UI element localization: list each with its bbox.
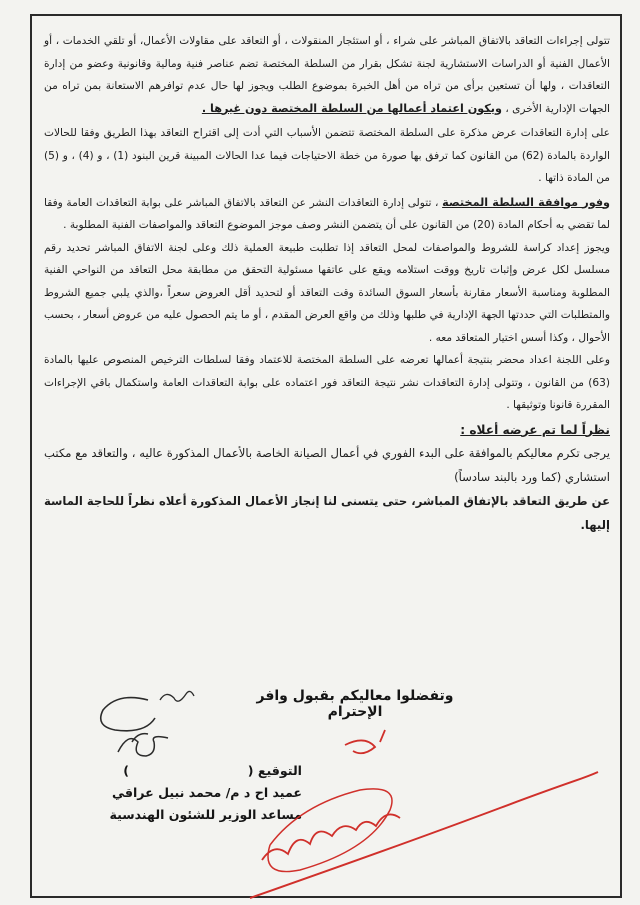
paragraph-memo: على إدارة التعاقدات عرض مذكرة على السلطة المختصة تتضمن الأسباب التي أدت إلى اقتراح التعاقد بهذا الطريق وفقا للحالات الواردة بالمادة (62) من القانون كما ترفق بها صورة من خطة الاحتياجات فيما عدا الحالات المبينة قرين البنود (1) ، و (4) ، و (5) من المادة ذاتها . (44, 127, 610, 184)
document-body (44, 30, 610, 537)
request-paragraph-method: عن طريق التعاقد بالإتفاق المباشر، حتى يتسنى لنا إنجاز الأعمال المذكورة أعلاه نظراً للحاجة الماسة إليها. (44, 493, 610, 532)
signature-open-paren: ( (247, 763, 254, 778)
signature-line (62, 760, 302, 782)
paragraph-publication-emphasis: وفور موافقة السلطة المختصة (442, 195, 610, 209)
signature-block (62, 760, 302, 826)
signatory-title: مساعد الوزير للشئون الهندسية (109, 807, 302, 822)
closing-salutation: وتفضلوا معاليكم بقبول وافر الإحترام (256, 688, 454, 720)
signatory-name: عميد اح د م/ محمد نبيل عراقي (111, 785, 302, 800)
paragraph-publication (44, 192, 610, 237)
signature-close-paren: ) (123, 763, 129, 778)
section-heading: نظراً لما تم عرضه أعلاه : (460, 422, 610, 437)
request-paragraph: يرجى تكرم معاليكم بالموافقة على البدء الفوري في أعمال الصيانة الخاصة بالأعمال المذكورة عاليه ، والتعاقد مع مكتب استشاري (كما ورد بالبند سادساً) (44, 445, 610, 484)
paragraph-publication-text: ، تتولى إدارة التعاقدات النشر عن التعاقد بالاتفاق المباشر على بوابة التعاقدات العامة وفقا لما تقضي به أحكام المادة (20) من القانون على أن يتضمن النشر وصف موجز الموضوع التعاقد والمواصفات الفنية المطلوبة . (44, 196, 610, 231)
paragraph-committee-emphasis: ويكون اعتماد أعمالها من السلطة المختصة دون غيرها . (201, 101, 502, 115)
paragraph-committee (44, 30, 610, 120)
paragraph-conditions: ويجوز إعداد كراسة للشروط والمواصفات لمحل التعاقد إذا تطلبت طبيعة العملية ذلك وعلى لجنة الاتفاق المباشر تحديد رقم مسلسل لكل عرض وإثبات تاريخ ووقت استلامه ويقع على عاتقها مسئولية التحقق من مطابقة محل التعاقد من النواحي الفنية المطلوبة ومناسبة الأسعار مقارنة بأسعار السوق السائدة وقت التعاقد أو لتحديد أقل العروض سعراً ،والذي يلبي جميع الشروط والمتطلبات التي حددتها الجهة الإدارية في طلبها وذلك من واقع العرض المقدم ، أو ما يتم الحصول عليه من عروض أسعار ، بحسب الأحوال ، وكذا أسس اختيار المتعاقد معه . (44, 241, 610, 344)
signature-label: التوقيع (257, 763, 302, 778)
paragraph-minutes: وعلى اللجنة اعداد محضر بنتيجة أعمالها تعرضه على السلطة المختصة للاعتماد وفقا لسلطات الترخيص المنصوص عليها بالمادة (63) من القانون ، وتتولى إدارة التعاقدات نشر نتيجة التعاقد فور اعتماده على بوابة التعاقدات العامة واستكمال باقي الإجراءات المقررة قانونا وتوثيقها . (44, 354, 610, 411)
paragraph-committee-text: تتولى إجراءات التعاقد بالاتفاق المباشر على شراء ، أو استئجار المنقولات ، أو التعاقد على مقاولات الأعمال، أو تلقي الخدمات ، أو الأعمال الفنية أو الدراسات الاستشارية لجنة تشكل بقرار من السلطة المختصة تضم عناصر فنية ومالية وقانونية وعضو من إدارة التعاقدات ، ولها أن تستعين برأى من تراه من أهل الخبرة بموضوع الطلب ويجوز لها حال عدم توافرهم الاستعانة بمن تراه من الجهات الإدارية الأخرى ، (44, 35, 610, 115)
